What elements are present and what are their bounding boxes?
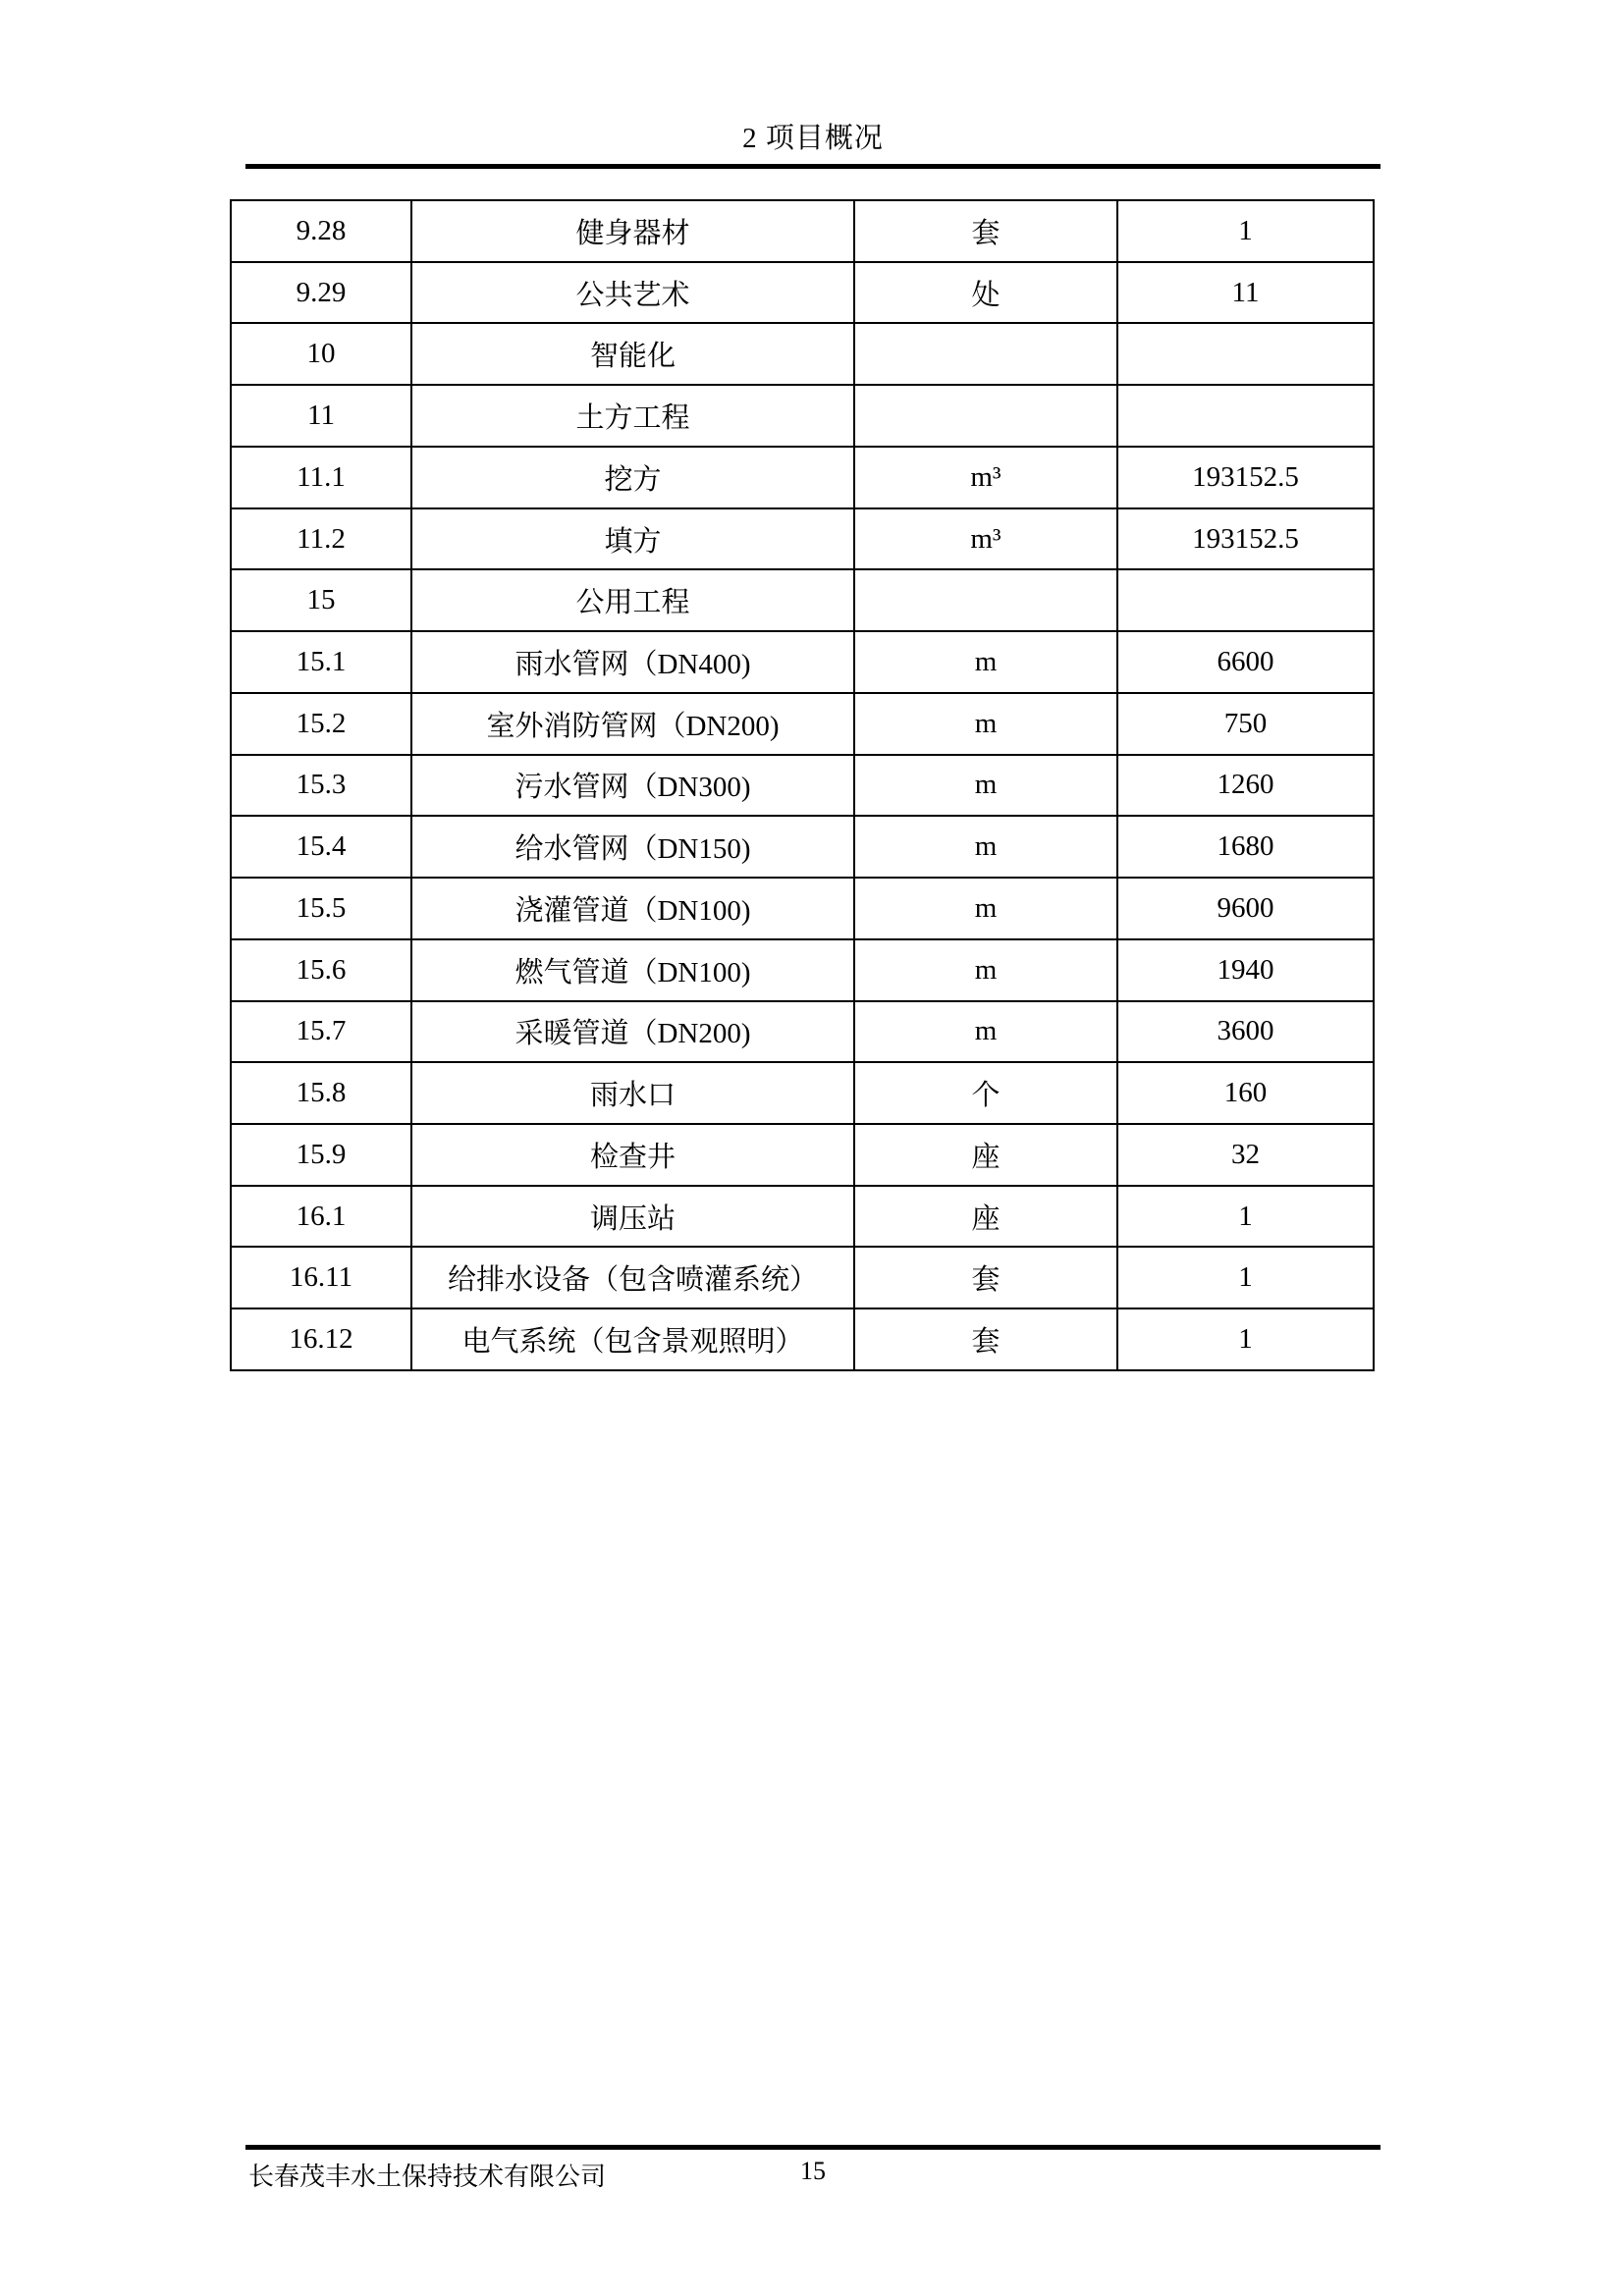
cell-unit: [854, 385, 1117, 447]
cell-quantity: 1: [1117, 1308, 1374, 1370]
cell-item-no: 15.5: [231, 878, 411, 939]
table-row: [231, 508, 1374, 570]
cell-item-name: 给水管网（DN150): [411, 816, 854, 878]
cell-item-name: 智能化: [411, 323, 854, 385]
table-row: [231, 1186, 1374, 1248]
table-row: [231, 939, 1374, 1001]
cell-quantity: 1260: [1117, 755, 1374, 817]
cell-unit: m: [854, 878, 1117, 939]
table-row: [231, 693, 1374, 755]
cell-item-no: 15.6: [231, 939, 411, 1001]
table-row: [231, 878, 1374, 939]
table-row: [231, 1124, 1374, 1186]
cell-quantity: 1: [1117, 1247, 1374, 1308]
cell-item-no: 15.2: [231, 693, 411, 755]
cell-unit: m: [854, 631, 1117, 693]
cell-unit: m: [854, 939, 1117, 1001]
cell-item-no: 15.3: [231, 755, 411, 817]
cell-item-no: 11.2: [231, 508, 411, 570]
cell-item-no: 15.1: [231, 631, 411, 693]
cell-quantity: 1940: [1117, 939, 1374, 1001]
cell-item-name: 土方工程: [411, 385, 854, 447]
cell-quantity: 6600: [1117, 631, 1374, 693]
cell-quantity: 750: [1117, 693, 1374, 755]
footer-page-number: 15: [800, 2157, 826, 2185]
cell-quantity: 11: [1117, 262, 1374, 324]
cell-quantity: 1: [1117, 1186, 1374, 1248]
cell-item-name: 雨水口: [411, 1062, 854, 1124]
cell-quantity: 193152.5: [1117, 447, 1374, 508]
cell-item-no: 15.7: [231, 1001, 411, 1063]
cell-unit: m³: [854, 447, 1117, 508]
cell-unit: 套: [854, 1308, 1117, 1370]
cell-item-no: 10: [231, 323, 411, 385]
cell-unit: 个: [854, 1062, 1117, 1124]
cell-item-name: 检查井: [411, 1124, 854, 1186]
table-row: [231, 631, 1374, 693]
table-row: [231, 385, 1374, 447]
cell-unit: 套: [854, 1247, 1117, 1308]
cell-quantity: 193152.5: [1117, 508, 1374, 570]
header-rule: [245, 164, 1380, 169]
cell-quantity: [1117, 569, 1374, 631]
cell-item-name: 浇灌管道（DN100): [411, 878, 854, 939]
cell-unit: 处: [854, 262, 1117, 324]
cell-item-no: 9.28: [231, 200, 411, 262]
cell-item-name: 调压站: [411, 1186, 854, 1248]
cell-item-no: 15.4: [231, 816, 411, 878]
cell-item-name: 挖方: [411, 447, 854, 508]
cell-quantity: [1117, 323, 1374, 385]
cell-item-no: 11.1: [231, 447, 411, 508]
cell-item-no: 16.12: [231, 1308, 411, 1370]
cell-item-no: 16.11: [231, 1247, 411, 1308]
table-row: [231, 447, 1374, 508]
cell-item-no: 15: [231, 569, 411, 631]
cell-unit: m: [854, 1001, 1117, 1063]
cell-unit: m: [854, 693, 1117, 755]
table-row: [231, 1062, 1374, 1124]
table-row: [231, 1308, 1374, 1370]
cell-quantity: 9600: [1117, 878, 1374, 939]
cell-unit: m: [854, 816, 1117, 878]
cell-item-no: 15.8: [231, 1062, 411, 1124]
cell-item-no: 16.1: [231, 1186, 411, 1248]
cell-item-name: 电气系统（包含景观照明）: [411, 1308, 854, 1370]
table-row: [231, 569, 1374, 631]
table-row: [231, 262, 1374, 324]
page-header-title: 2 项目概况: [742, 123, 884, 154]
cell-item-name: 污水管网（DN300): [411, 755, 854, 817]
cell-item-name: 燃气管道（DN100): [411, 939, 854, 1001]
cell-item-name: 健身器材: [411, 200, 854, 262]
footer-rule: [245, 2145, 1380, 2150]
cell-unit: m: [854, 755, 1117, 817]
cell-item-name: 公共艺术: [411, 262, 854, 324]
cell-quantity: 3600: [1117, 1001, 1374, 1063]
table-row: [231, 200, 1374, 262]
table-row: [231, 816, 1374, 878]
cell-item-no: 11: [231, 385, 411, 447]
cell-unit: [854, 569, 1117, 631]
cell-item-name: 室外消防管网（DN200): [411, 693, 854, 755]
cell-quantity: 1680: [1117, 816, 1374, 878]
quantities-table: [230, 199, 1375, 1371]
cell-unit: m³: [854, 508, 1117, 570]
cell-item-name: 给排水设备（包含喷灌系统）: [411, 1247, 854, 1308]
cell-quantity: 32: [1117, 1124, 1374, 1186]
footer-company: 长春茂丰水土保持技术有限公司: [248, 2163, 607, 2191]
cell-item-name: 雨水管网（DN400): [411, 631, 854, 693]
quantities-table-body: [231, 200, 1374, 1370]
cell-quantity: 1: [1117, 200, 1374, 262]
cell-item-no: 9.29: [231, 262, 411, 324]
table-row: [231, 1247, 1374, 1308]
cell-unit: [854, 323, 1117, 385]
cell-quantity: 160: [1117, 1062, 1374, 1124]
cell-unit: 座: [854, 1124, 1117, 1186]
table-row: [231, 323, 1374, 385]
cell-item-name: 采暖管道（DN200): [411, 1001, 854, 1063]
table-row: [231, 755, 1374, 817]
cell-item-name: 公用工程: [411, 569, 854, 631]
cell-unit: 座: [854, 1186, 1117, 1248]
cell-quantity: [1117, 385, 1374, 447]
cell-unit: 套: [854, 200, 1117, 262]
table-row: [231, 1001, 1374, 1063]
cell-item-no: 15.9: [231, 1124, 411, 1186]
cell-item-name: 填方: [411, 508, 854, 570]
